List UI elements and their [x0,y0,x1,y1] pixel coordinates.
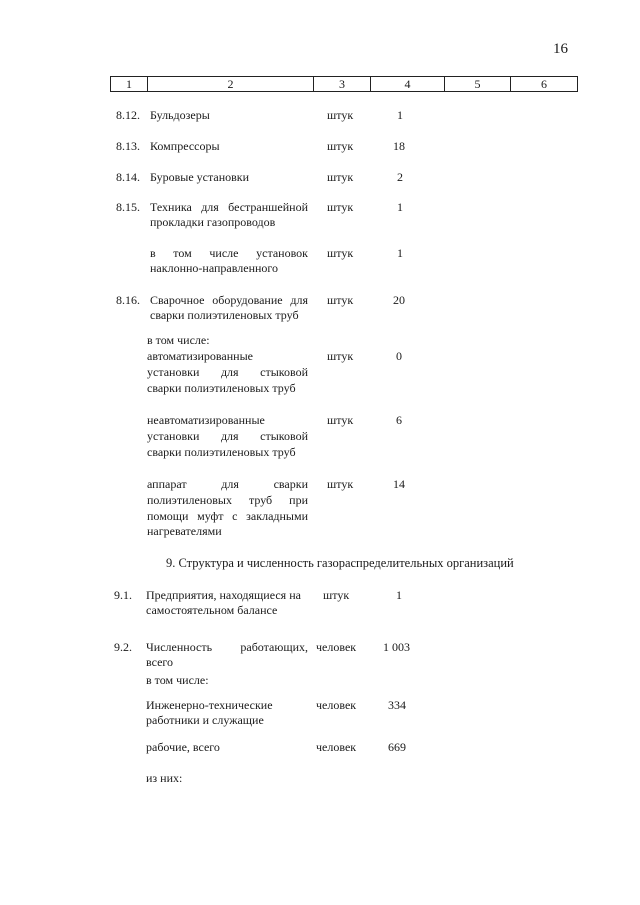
row-unit: штук [327,170,354,184]
row-unit: штук [327,108,354,122]
row-name-line: Сварочное оборудование для [150,293,308,307]
row-name-line: помощи муфт с закладными [147,509,308,523]
row-name-line: сварки полиэтиленовых труб [147,381,296,395]
row-number: 8.13. [116,139,140,153]
row-value: 669 [388,740,406,754]
row-value: 14 [393,477,405,491]
row-unit: штук [327,139,354,153]
column-header-row [110,76,578,92]
page-number: 16 [553,41,568,57]
column-header-2: 2 [148,77,314,91]
including-label: в том числе: [147,333,210,347]
row-value: 1 003 [383,640,410,654]
row-unit: человек [316,698,357,712]
column-header-1: 1 [111,77,148,91]
row-value: 334 [388,698,406,712]
including-label: в том числе: [146,673,209,687]
row-unit: штук [327,477,354,491]
row-name-line: Инженерно-технические [146,698,273,712]
row-name-line: самостоятельном балансе [146,603,278,617]
row-number: 8.14. [116,170,140,184]
row-number: 9.2. [114,640,132,654]
row-name-line: прокладки газопроводов [150,215,276,229]
row-number: 8.16. [116,293,140,307]
row-name: Компрессоры [150,139,220,153]
row-value: 1 [397,108,403,122]
row-unit: человек [316,640,357,654]
row-value: 18 [393,139,405,153]
row-name-line: неавтоматизированные [147,413,265,427]
row-value: 6 [396,413,402,427]
row-unit: штук [327,293,354,307]
row-unit: штук [327,413,354,427]
row-name-line: полиэтиленовых труб при [147,493,308,507]
row-number: 8.12. [116,108,140,122]
row-value: 1 [397,200,403,214]
row-value: 2 [397,170,403,184]
row-name: Бульдозеры [150,108,210,122]
row-name-line: Предприятия, находящиеся на [146,588,301,602]
row-name: Буровые установки [150,170,250,184]
row-number: 8.15. [116,200,140,214]
row-name-line: Техника для бестраншейной [150,200,308,214]
row-unit: штук [327,200,354,214]
section-title: 9. Структура и численность газораспределительных организаций [166,556,514,570]
row-name-line: нагревателями [147,524,222,538]
row-name-line: сварки полиэтиленовых труб [147,445,296,459]
row-value: 1 [397,246,403,260]
row-unit: штук [323,588,350,602]
row-unit: человек [316,740,357,754]
column-header-4: 4 [371,77,445,91]
row-name-line: аппарат для сварки [147,477,308,491]
column-header-3: 3 [314,77,371,91]
row-name-line: работники и служащие [146,713,264,727]
row-name-line: в том числе установок [150,246,308,260]
row-name-line: всего [146,655,174,669]
row-value: 1 [396,588,402,602]
row-value: 0 [396,349,402,363]
row-unit: штук [327,246,354,260]
row-number: 9.1. [114,588,132,602]
of-them-label: из них: [146,771,183,785]
column-header-5: 5 [445,77,511,91]
row-name-line: установки для стыковой [147,429,308,443]
row-name-line: Численность работающих, [146,640,308,654]
row-value: 20 [393,293,405,307]
row-name-line: автоматизированные [147,349,253,363]
row-name-line: сварки полиэтиленовых труб [150,308,299,322]
row-name-line: установки для стыковой [147,365,308,379]
column-header-6: 6 [541,77,547,91]
row-name: рабочие, всего [146,740,220,754]
row-unit: штук [327,349,354,363]
row-name-line: наклонно-направленного [150,261,279,275]
